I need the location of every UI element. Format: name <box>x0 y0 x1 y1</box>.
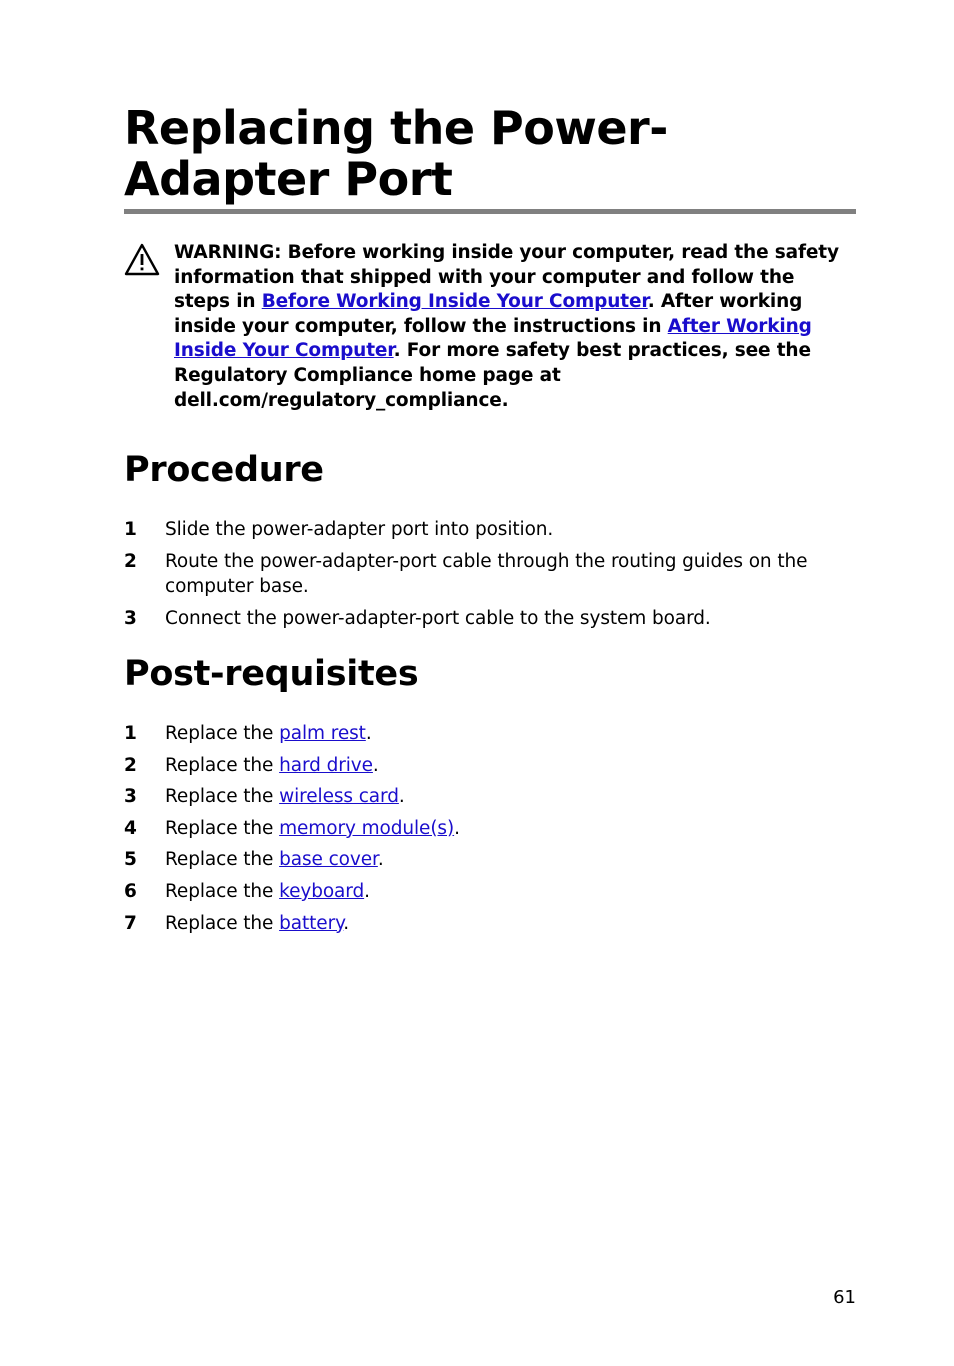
post-requisite-step <box>124 816 856 841</box>
palm-rest-link[interactable]: palm rest <box>279 723 366 744</box>
warning-text-part-2: . After working inside your computer, follow the instructions in <box>174 291 803 337</box>
step-text: Connect the power-adapter-port cable to the system board. <box>165 608 711 629</box>
step-prefix: Replace the <box>165 754 280 776</box>
procedure-list <box>124 517 856 638</box>
step-prefix: Replace the <box>165 723 280 744</box>
step-text: Route the power-adapter-port cable through the routing guides on the computer base. <box>165 551 808 597</box>
procedure-step <box>124 517 856 542</box>
step-prefix: Replace the <box>165 786 280 808</box>
memory-modules-link[interactable]: memory module(s) <box>279 817 455 839</box>
step-number: 2 <box>124 754 137 776</box>
step-suffix: . <box>364 880 370 902</box>
post-requisite-step <box>124 721 856 746</box>
step-suffix: . <box>343 912 350 934</box>
warning-message <box>174 241 854 413</box>
step-suffix: . <box>372 754 379 776</box>
step-prefix: Replace the <box>165 817 280 839</box>
page-number: 61 <box>833 1287 856 1308</box>
step-number: 3 <box>124 786 137 808</box>
step-suffix: . <box>365 723 372 744</box>
step-number: 2 <box>124 551 137 572</box>
step-number: 1 <box>124 519 137 540</box>
step-number: 1 <box>124 723 137 744</box>
step-number: 5 <box>124 849 137 871</box>
procedure-heading: Procedure <box>124 450 324 490</box>
step-suffix: . <box>377 849 384 871</box>
step-suffix: . <box>454 817 460 839</box>
wireless-card-link[interactable]: wireless card <box>279 786 399 808</box>
step-number: 4 <box>124 817 137 839</box>
step-suffix: . <box>398 786 405 808</box>
warning-text-part-3: . For more safety best practices, see the Regulatory Compliance home page at dell.com/regulatory_compliance. <box>174 340 811 411</box>
step-number: 3 <box>124 608 137 629</box>
step-number: 7 <box>124 912 137 934</box>
procedure-step <box>124 549 856 599</box>
keyboard-link[interactable]: keyboard <box>279 880 365 902</box>
step-number: 6 <box>124 880 137 902</box>
hard-drive-link[interactable]: hard drive <box>279 754 373 776</box>
before-working-link[interactable]: Before Working Inside Your Computer <box>261 291 648 313</box>
page-title: Replacing the Power-Adapter Port <box>124 101 668 206</box>
warning-text-part-1: WARNING: Before working inside your computer, read the safety information that shipped with your computer and follow the steps in <box>174 242 839 313</box>
post-requisite-step <box>124 911 856 936</box>
post-requisite-step <box>124 847 856 872</box>
step-prefix: Replace the <box>165 880 280 902</box>
step-prefix: Replace the <box>165 912 280 934</box>
post-requisite-step <box>124 879 856 904</box>
step-prefix: Replace the <box>165 849 280 871</box>
battery-link[interactable]: battery <box>279 912 344 934</box>
base-cover-link[interactable]: base cover <box>279 849 378 871</box>
post-requisite-step <box>124 753 856 778</box>
post-requisites-heading: Post-requisites <box>124 654 419 694</box>
after-working-link[interactable]: After Working Inside Your Computer <box>174 315 812 362</box>
step-text: Slide the power-adapter port into position. <box>165 519 554 540</box>
warning-triangle-icon <box>124 243 160 276</box>
post-requisites-list <box>124 721 856 942</box>
procedure-step <box>124 606 856 631</box>
title-divider <box>124 209 856 214</box>
post-requisite-step <box>124 784 856 809</box>
